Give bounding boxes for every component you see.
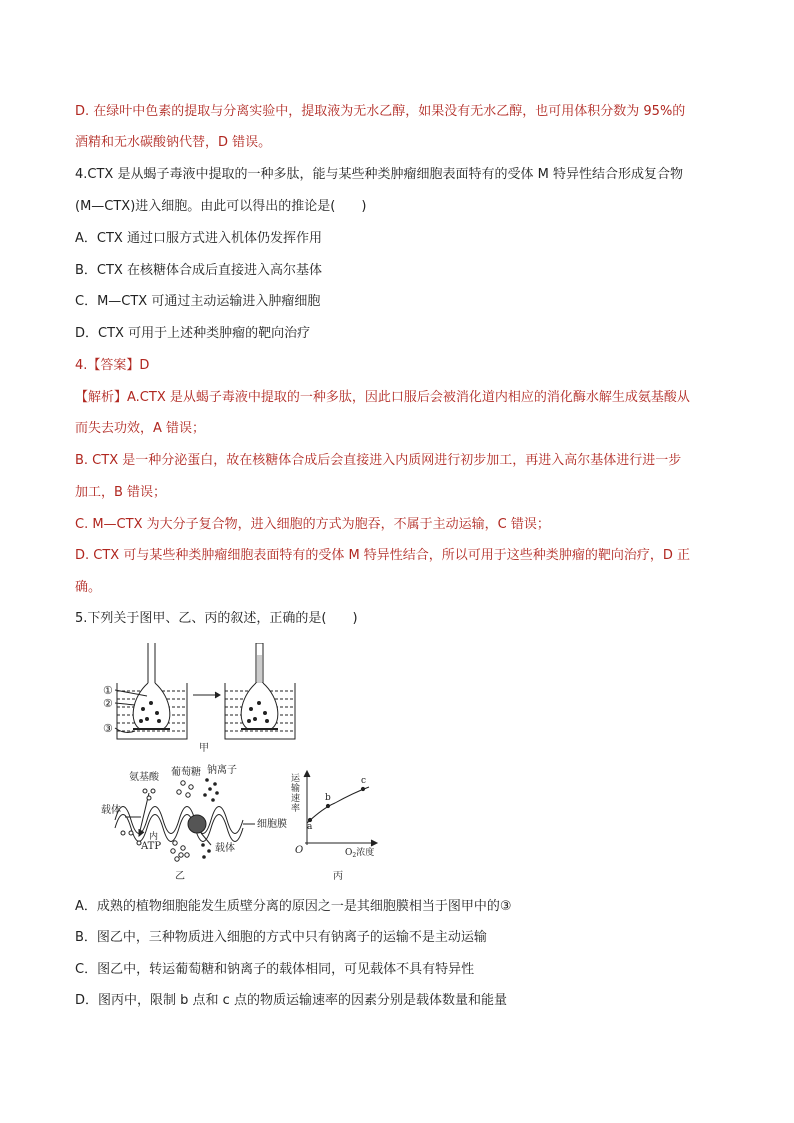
q5-option-c: C．图乙中，转运葡萄糖和钠离子的载体相同，可见载体不具有特异性: [75, 962, 475, 977]
bing-x-axis-label: $O_2$浓度: [345, 848, 375, 859]
q5-option-d: D．图丙中，限制 b 点和 c 点的物质运输速率的因素分别是载体数量和能量: [75, 993, 507, 1008]
q4-option-a: A．CTX 通过口服方式进入机体仍发挥作用: [75, 231, 322, 246]
q3-option-d-explanation-line2: 酒精和无水碳酸钠代替，D 错误。: [75, 135, 272, 150]
carrier-protein: [188, 815, 206, 833]
yi-inside-label: 内: [149, 832, 159, 842]
q5-option-a: A．成熟的植物细胞能发生质壁分离的原因之一是其细胞膜相当于图甲中的③: [75, 899, 512, 914]
bing-y-axis-char4: 率: [291, 804, 301, 814]
yi-glucose-label: 葡萄糖: [171, 767, 201, 778]
jia-marker-3: ③: [103, 722, 113, 735]
q4-analysis-b-line2: 加工，B 错误；: [75, 485, 167, 500]
bing-graph: [304, 771, 377, 846]
q4-analysis-a-line2: 而失去功效，A 错误；: [75, 421, 206, 436]
q4-answer: 4.【答案】D: [75, 358, 150, 373]
yi-membrane-label: 细胞膜: [257, 819, 287, 830]
yi-membrane: [115, 793, 255, 845]
bing-point-b: b: [325, 793, 331, 803]
q5-stem: 5.下列关于图甲、乙、丙的叙述，正确的是( ): [75, 611, 358, 626]
q4-stem-line2: (M—CTX)进入细胞。由此可以得出的推论是( ): [75, 199, 367, 214]
jia-marker-2: ②: [103, 697, 113, 710]
yi-carrier-bottom-label: 载体: [215, 843, 235, 854]
q4-analysis-a-line1: 【解析】A.CTX 是从蝎子毒液中提取的一种多肽，因此口服后会被消化道内相应的消化酶水解生成氨基酸从: [75, 390, 690, 405]
bing-curve: [307, 787, 369, 823]
yi-label: 乙: [175, 871, 185, 882]
q4-option-d: D．CTX 可用于上述种类肿瘤的靶向治疗: [75, 326, 311, 341]
q4-stem-line1: 4.CTX 是从蝎子毒液中提取的一种多肽，能与某些种类肿瘤细胞表面特有的受体 M 特异性结合形成复合物: [75, 167, 683, 182]
jia-beaker-right: [225, 643, 295, 739]
bing-y-axis-char1: 运: [291, 774, 301, 784]
q5-figure: [95, 643, 415, 888]
q4-option-c: C．M—CTX 可通过主动运输进入肿瘤细胞: [75, 294, 321, 309]
q3-option-d-explanation-line1: D. 在绿叶中色素的提取与分离实验中，提取液为无水乙醇，如果没有无水乙醇，也可用体积分数为 95%的: [75, 104, 686, 119]
bing-label: 丙: [333, 871, 343, 882]
yi-atp-label: ATP: [141, 841, 162, 852]
yi-amino-acid-label: 氨基酸: [129, 772, 159, 783]
q4-analysis-d-line2: 确。: [75, 580, 102, 595]
q4-analysis-c-line1: C. M—CTX 为大分子复合物，进入细胞的方式为胞吞，不属于主动运输，C 错误；: [75, 517, 550, 532]
q4-option-b: B．CTX 在核糖体合成后直接进入高尔基体: [75, 263, 322, 278]
jia-beaker-left: [115, 643, 187, 739]
jia-marker-1: ①: [103, 684, 113, 697]
bing-origin: O: [295, 845, 304, 856]
bing-point-a: a: [307, 822, 313, 832]
q4-analysis-b-line1: B. CTX 是一种分泌蛋白，故在核糖体合成后会直接进入内质网进行初步加工，再进入高尔基体进行进一步: [75, 453, 682, 468]
q5-option-b: B．图乙中，三种物质进入细胞的方式中只有钠离子的运输不是主动运输: [75, 930, 487, 945]
yi-carrier-left-label: 载体: [101, 805, 121, 816]
yi-sodium-label: 钠离子: [207, 765, 237, 776]
bing-point-c: c: [361, 776, 367, 786]
bing-y-axis-char3: 速: [291, 794, 301, 804]
q4-analysis-d-line1: D. CTX 可与某些种类肿瘤细胞表面特有的受体 M 特异性结合，所以可用于这些种类肿瘤的靶向治疗，D 正: [75, 548, 690, 563]
bing-y-axis-char2: 输: [291, 784, 301, 794]
jia-label: 甲: [199, 743, 209, 754]
